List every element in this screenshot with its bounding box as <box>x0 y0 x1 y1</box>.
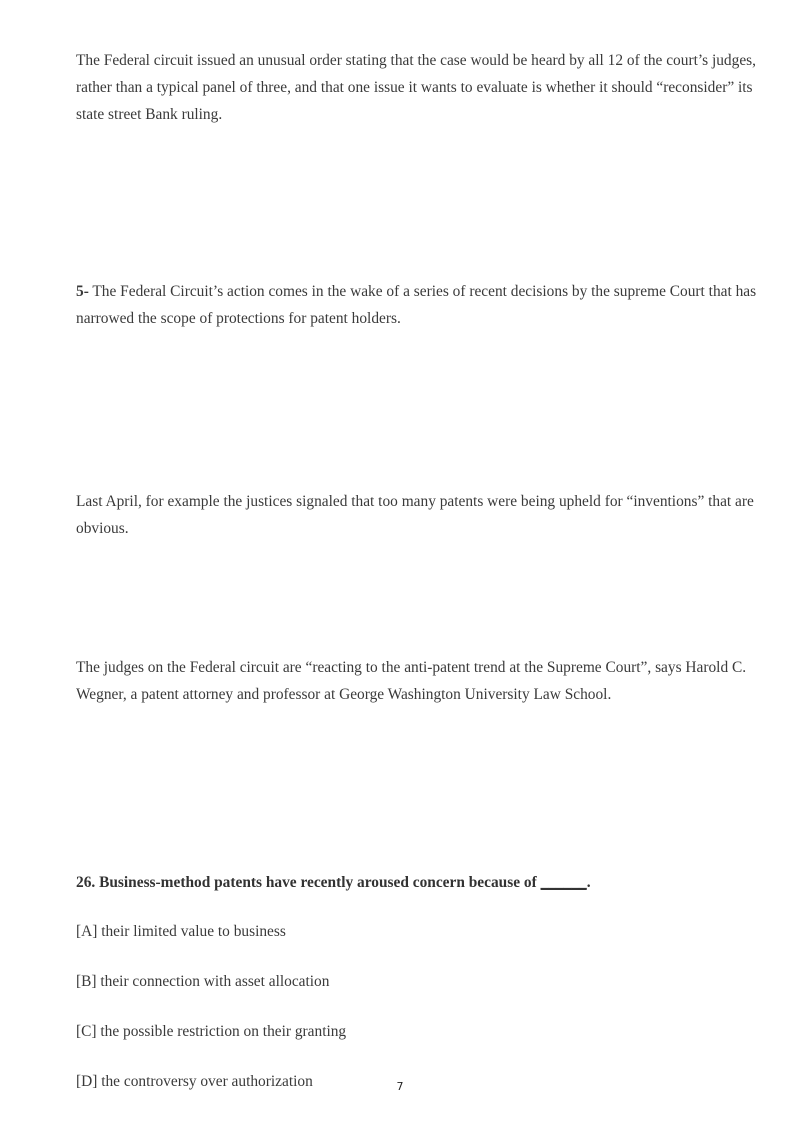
paragraph-last-april: Last April, for example the justices signaled that too many patents were being upheld for “inventions” that are obvious. <box>76 493 754 537</box>
paragraph-5-text: The Federal Circuit’s action comes in the wake of a series of recent decisions by the supreme Court that has narrowed the scope of protections for patent holders. <box>76 283 757 327</box>
option-d: [D] the controversy over authorization <box>76 1073 313 1090</box>
question-stem: 26. Business-method patents have recently aroused concern because of <box>76 874 541 891</box>
option-c: [C] the possible restriction on their granting <box>76 1023 347 1040</box>
option-a: [A] their limited value to business <box>76 923 286 940</box>
paragraph-wegner-quote: The judges on the Federal circuit are “reacting to the anti-patent trend at the Supreme Court”, says Harold C. Wegner, a patent attorney and professor at George Washington University Law School. <box>76 659 747 703</box>
page-number: 7 <box>396 1080 404 1093</box>
question-26 <box>76 869 591 896</box>
paragraph-federal-circuit-order: The Federal circuit issued an unusual order stating that the case would be heard by all 12 of the court’s judges, rather than a typical panel of three, and that one issue it wants to evaluate is whether it should “reconsider” its state street Bank ruling. <box>76 52 756 123</box>
answer-blank: ______ <box>540 874 587 891</box>
option-b: [B] their connection with asset allocation <box>76 973 330 990</box>
paragraph-5 <box>76 278 768 332</box>
paragraph-number: 5- <box>76 283 89 300</box>
question-end: . <box>586 874 591 891</box>
